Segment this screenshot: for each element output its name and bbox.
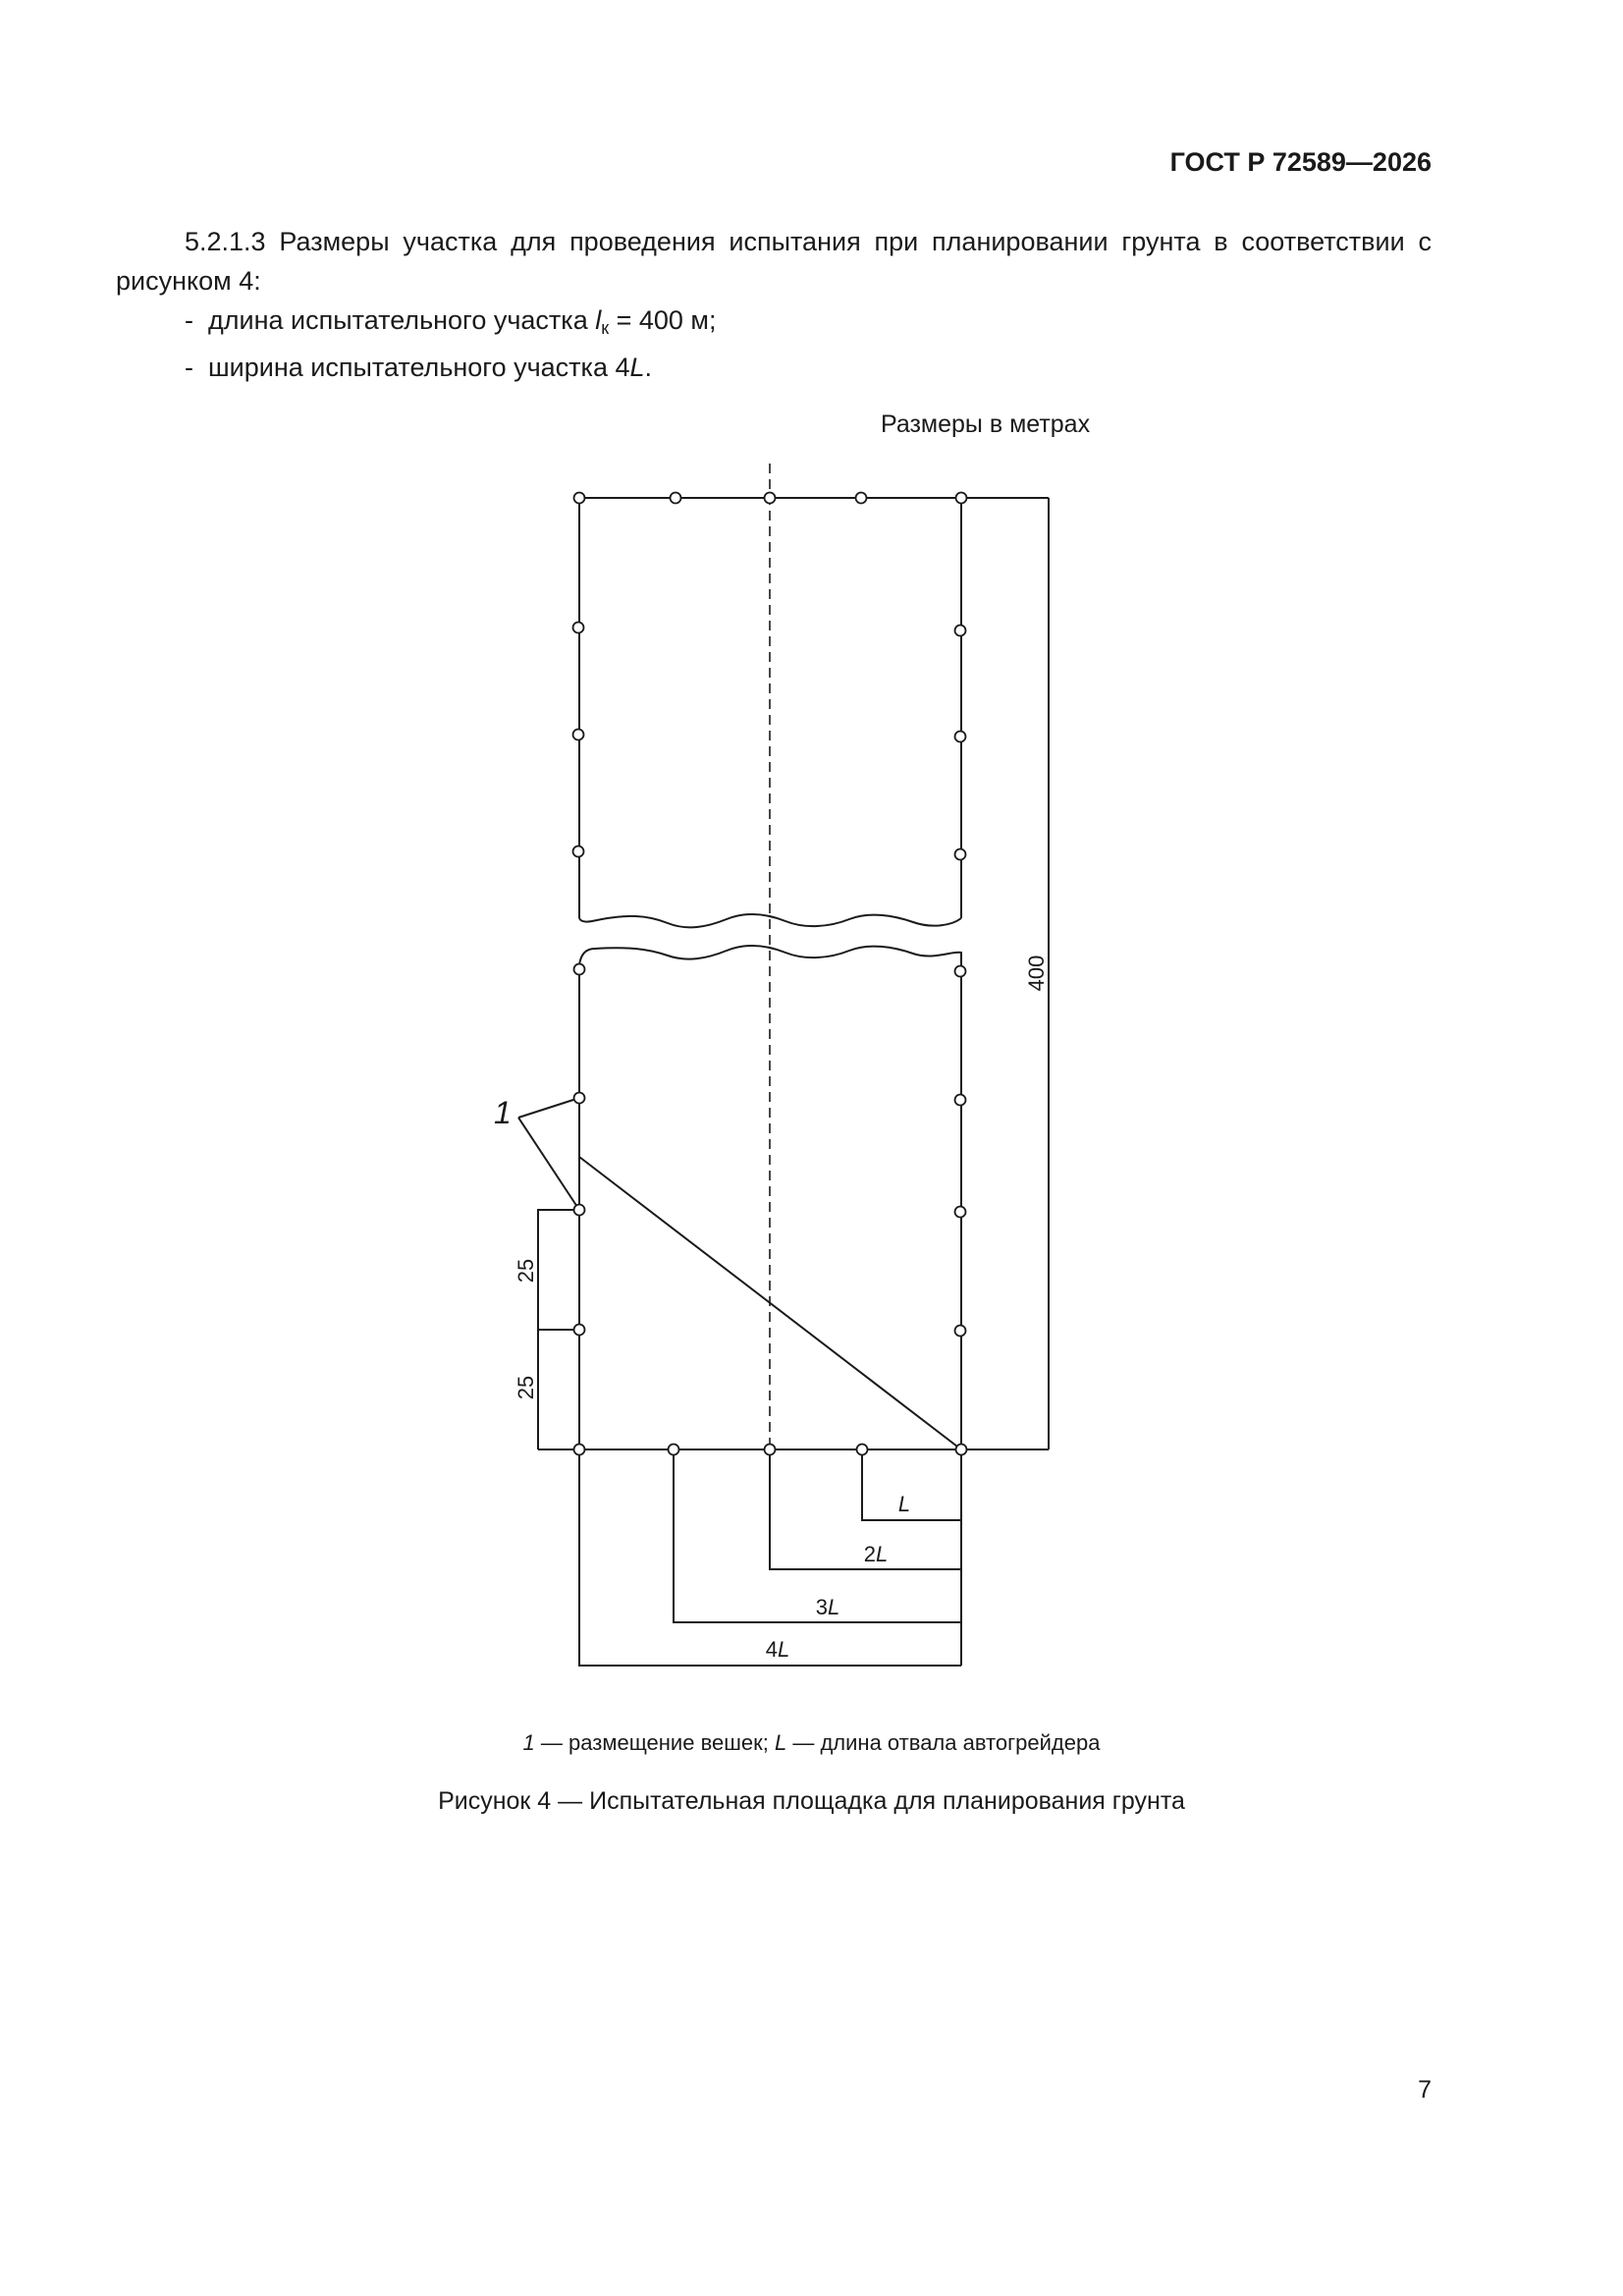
stake-marker — [955, 732, 966, 742]
legend-text-1: — размещение вешек; — [534, 1730, 775, 1755]
dimension-label-2L: 2L — [863, 1542, 889, 1566]
stake-marker — [574, 1325, 585, 1336]
stake-marker — [573, 623, 584, 633]
list-bullet: - — [185, 353, 193, 382]
dimension-line-L — [862, 1449, 961, 1520]
dimension-label-L: L — [897, 1492, 911, 1516]
stake-marker — [955, 1207, 966, 1218]
stake-marker — [956, 493, 967, 504]
diagonal-line — [579, 1157, 961, 1449]
stake-marker — [765, 1445, 776, 1455]
stake-marker — [574, 493, 585, 504]
stake-marker — [574, 1093, 585, 1104]
stake-marker — [955, 626, 966, 636]
legend-key-1: 1 — [522, 1730, 535, 1755]
stake-marker — [574, 1445, 585, 1455]
stake-marker — [955, 966, 966, 977]
figure-legend — [0, 1730, 1623, 1756]
list-text: длина испытательного участка — [208, 305, 596, 335]
stake-marker — [955, 1326, 966, 1337]
stake-marker — [574, 964, 585, 975]
stake-marker — [573, 730, 584, 740]
dimension-label-400: 400 — [1024, 955, 1049, 992]
dimension-label-25-upper: 25 — [514, 1258, 538, 1284]
length-subscript: к — [601, 318, 610, 338]
stake-marker — [857, 1445, 868, 1455]
list-text: ширина испытательного участка 4 — [208, 353, 630, 382]
width-symbol: L — [629, 353, 645, 382]
units-note: Размеры в метрах — [881, 410, 1091, 438]
stake-marker — [669, 1445, 679, 1455]
callout-leader-1 — [518, 1098, 579, 1118]
callout-leader-2 — [518, 1118, 579, 1210]
length-symbol: l — [595, 305, 602, 335]
figure-caption: Рисунок 4 — Испытательная площадка для планирования грунта — [438, 1787, 1185, 1815]
legend-text-2: — длина отвала автогрейдера — [786, 1730, 1101, 1755]
dimension-label-25-lower: 25 — [514, 1375, 538, 1400]
list-text: = 400 м; — [609, 305, 717, 335]
stake-marker — [671, 493, 681, 504]
stake-marker — [573, 847, 584, 857]
stake-marker — [955, 849, 966, 860]
page-number: 7 — [1418, 2076, 1432, 2104]
list-text: . — [644, 353, 653, 382]
stake-marker — [856, 493, 867, 504]
legend-key-L: L — [774, 1730, 787, 1755]
standard-code: ГОСТ Р 72589—2026 — [1169, 147, 1432, 177]
stake-marker — [765, 493, 776, 504]
stake-marker — [956, 1445, 967, 1455]
stake-marker — [955, 1095, 966, 1106]
list-bullet: - — [185, 305, 193, 335]
dimension-label-3L: 3L — [815, 1595, 840, 1619]
stake-marker — [574, 1205, 585, 1216]
callout-label: 1 — [494, 1095, 512, 1130]
section-paragraph: 5.2.1.3 Размеры участка для проведения испытания при планировании грунта в соответствии с рисунком 4: — [116, 227, 1432, 296]
dimension-label-4L: 4L — [765, 1637, 790, 1662]
